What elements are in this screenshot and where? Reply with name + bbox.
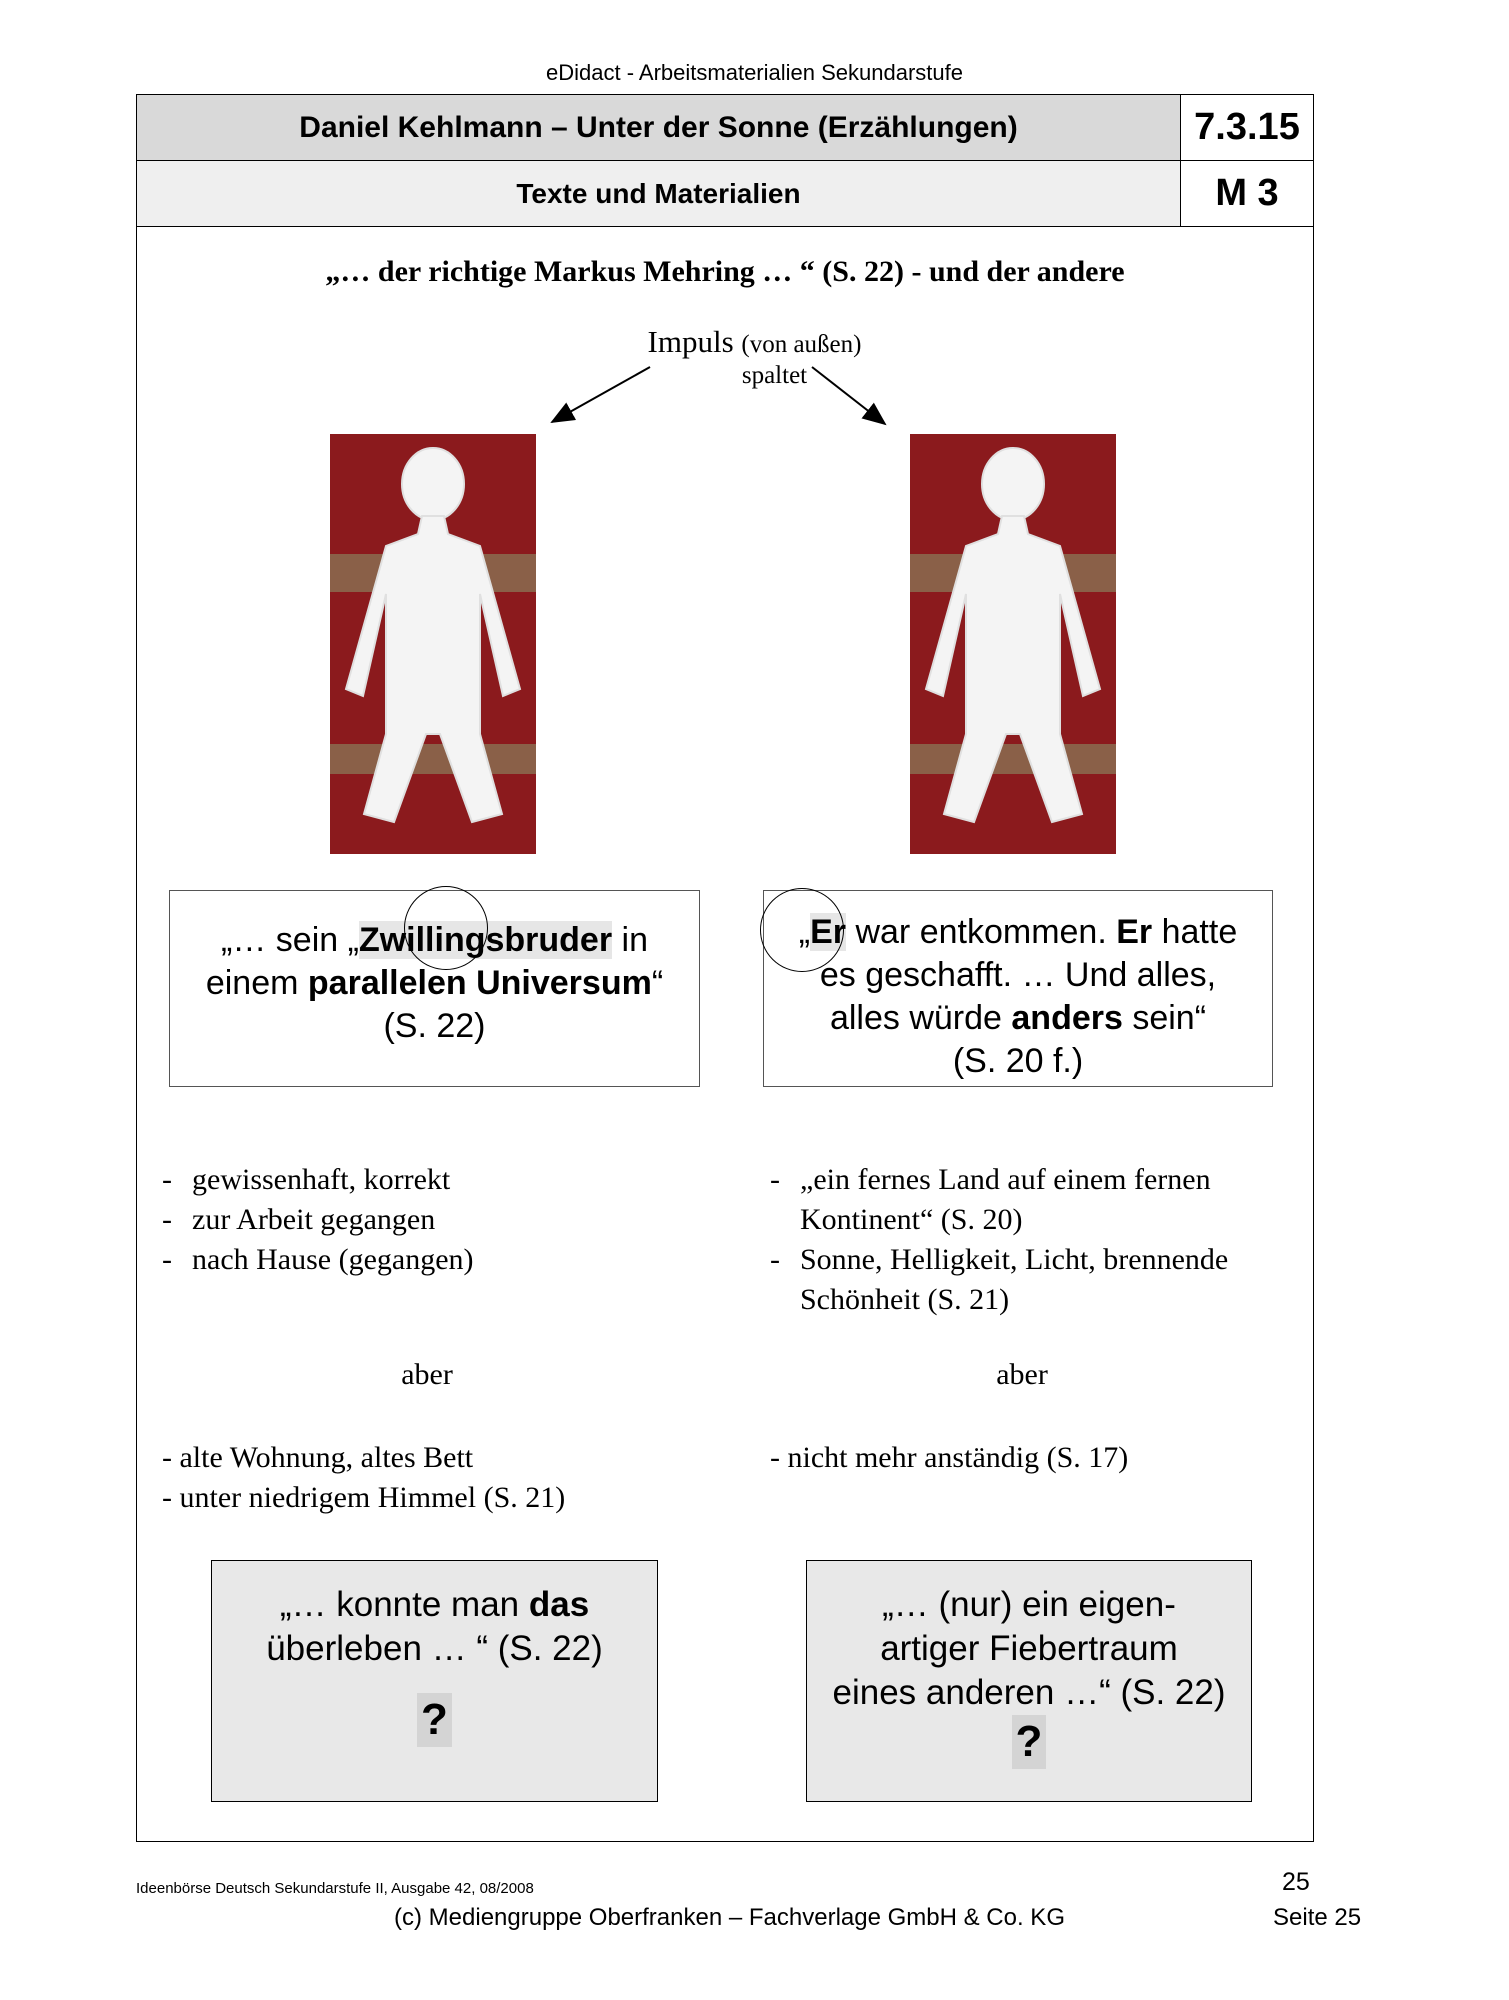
- list-item: - nach Hause (gegangen): [162, 1243, 474, 1276]
- list-item: - Sonne, Helligkeit, Licht, brennende Schönheit (S. 21): [770, 1243, 1229, 1316]
- top-line: eDidact - Arbeitsmaterialien Sekundarstufe: [546, 60, 963, 85]
- quote-text: war entkommen.: [846, 913, 1117, 951]
- footer-center: (c) Mediengruppe Oberfranken – Fachverlage GmbH & Co. KG: [394, 1904, 1065, 1931]
- quote-right-ref: (S. 20 f.): [952, 1042, 1084, 1080]
- list-left-but: [162, 1438, 682, 1518]
- quote-right-line2: es geschafft. … Und alles,: [819, 956, 1217, 994]
- quote-bold: Er: [1116, 913, 1153, 951]
- impulse-verb: spaltet: [741, 362, 808, 389]
- question-left-line1: [212, 1583, 657, 1627]
- quote-text: in: [612, 921, 648, 959]
- list-right-traits: [770, 1160, 1290, 1320]
- header-title: Daniel Kehlmann – Unter der Sonne (Erzählungen): [137, 95, 1181, 161]
- list-item: - zur Arbeit gegangen: [162, 1203, 436, 1236]
- question-right-line3: eines anderen …“ (S. 22): [832, 1673, 1226, 1712]
- box-text: „… konnte man: [279, 1585, 529, 1624]
- quote-text: sein“: [1122, 999, 1207, 1037]
- header-subtitle: Texte und Materialien: [137, 161, 1181, 227]
- question-right-line1: „… (nur) ein eigen-: [882, 1585, 1176, 1624]
- arrow-right: [812, 367, 885, 424]
- quote-bold: Zwillingsbruder: [358, 921, 613, 959]
- question-mark-left: ?: [417, 1693, 452, 1747]
- list-item-text: zur Arbeit gegangen: [192, 1203, 436, 1236]
- box-bold: das: [528, 1585, 590, 1624]
- highlight-circle-left: [404, 886, 488, 970]
- quote-text: “: [651, 964, 664, 1002]
- quote-text: einem: [205, 964, 308, 1002]
- question-right-line2: artiger Fiebertraum: [880, 1629, 1178, 1668]
- question-left-line2: überleben … “ (S. 22): [266, 1629, 603, 1668]
- quote-text: „… sein „: [221, 921, 359, 959]
- arrow-left: [552, 367, 650, 422]
- question-box-left: [211, 1560, 658, 1802]
- aber-left: aber: [401, 1358, 453, 1391]
- list-right-but: [770, 1438, 1290, 1478]
- footer-left: Ideenbörse Deutsch Sekundarstufe II, Ausgabe 42, 08/2008: [136, 1880, 534, 1897]
- highlight-circle-right: [760, 888, 847, 972]
- list-item-text: nach Hause (gegangen): [192, 1243, 474, 1276]
- list-item: - alte Wohnung, altes Bett: [162, 1441, 474, 1474]
- quote-left-ref: (S. 22): [383, 1007, 486, 1045]
- header-code: M 3: [1181, 161, 1313, 227]
- quote-bold: anders: [1011, 999, 1123, 1037]
- quote-text: „: [798, 913, 811, 951]
- list-item-text: „ein fernes Land auf einem fernen Kontinent“ (S. 20): [800, 1163, 1211, 1236]
- header-number: 7.3.15: [1181, 95, 1313, 161]
- footer-page-number: 25: [1282, 1868, 1310, 1896]
- list-left-traits: [162, 1160, 682, 1280]
- list-item-text: gewissenhaft, korrekt: [192, 1163, 451, 1196]
- impulse-word: Impuls: [647, 324, 734, 359]
- quote-bold: parallelen Universum: [307, 964, 652, 1002]
- figure-image-left: [330, 434, 536, 854]
- quote-text: hatte: [1152, 913, 1238, 951]
- list-item: - gewissenhaft, korrekt: [162, 1163, 451, 1196]
- list-item: - „ein fernes Land auf einem fernen Kontinent“ (S. 20): [770, 1163, 1211, 1236]
- list-item-text: Sonne, Helligkeit, Licht, brennende Schönheit (S. 21): [800, 1243, 1229, 1316]
- list-item: - unter niedrigem Himmel (S. 21): [162, 1481, 566, 1514]
- figure-image-right: [910, 434, 1116, 854]
- headline: „… der richtige Markus Mehring … “ (S. 22) - und der andere: [325, 255, 1125, 288]
- quote-bold: Er: [810, 913, 847, 951]
- footer-right: Seite 25: [1273, 1904, 1362, 1931]
- quote-text: alles würde: [829, 999, 1012, 1037]
- impulse-note: (von außen): [741, 331, 862, 358]
- aber-right: aber: [996, 1358, 1048, 1391]
- question-box-right: [806, 1560, 1252, 1802]
- list-item: - nicht mehr anständig (S. 17): [770, 1441, 1129, 1474]
- quote-right-line3: [764, 997, 1272, 1040]
- question-mark-right: ?: [1012, 1715, 1047, 1769]
